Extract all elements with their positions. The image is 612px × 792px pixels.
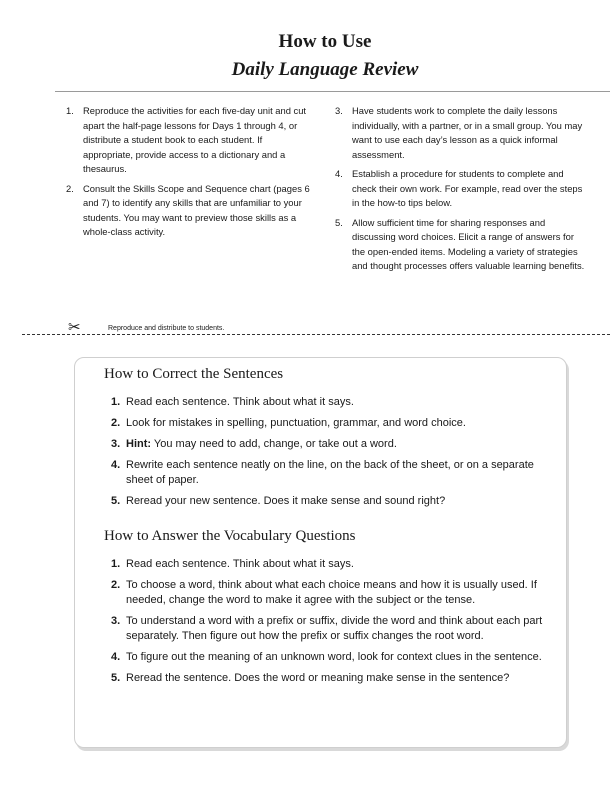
instruction-item	[335, 104, 585, 162]
correct-sentences-heading: How to Correct the Sentences	[104, 366, 284, 382]
step-number: 2.	[111, 579, 121, 591]
cut-line-label	[0, 320, 612, 340]
list-item	[111, 395, 556, 410]
list-item	[111, 437, 556, 452]
list-item	[111, 650, 556, 665]
step-number: 1.	[111, 396, 121, 408]
instructions-left-column	[66, 104, 314, 245]
item-number: 3.	[335, 105, 343, 116]
page-title: How to Use	[278, 31, 372, 52]
list-item	[111, 416, 556, 431]
scissors-icon: ✂	[68, 319, 81, 336]
list-item	[111, 614, 556, 644]
page-subtitle: Daily Language Review	[231, 59, 419, 80]
list-item	[111, 557, 556, 572]
item-text: Establish a procedure for students to complete and check their own work. For example, read over the steps in the how-to tips below.	[352, 168, 583, 208]
step-text: Look for mistakes in spelling, punctuation, grammar, and word choice.	[126, 417, 466, 429]
step-text: Read each sentence. Think about what it says.	[126, 396, 354, 408]
list-item	[111, 671, 556, 686]
step-text: You may need to add, change, or take out a word.	[153, 438, 397, 450]
step-number: 4.	[111, 459, 121, 471]
title-divider	[55, 91, 610, 92]
step-number: 3.	[111, 615, 121, 627]
step-text: To figure out the meaning of an unknown word, look for context clues in the sentence.	[126, 651, 542, 663]
item-text: Have students work to complete the daily lessons individually, with a partner, or in a small group. You may want to use each day’s lesson as a quick informal assessment.	[352, 105, 583, 160]
item-text: Consult the Skills Scope and Sequence chart (pages 6 and 7) to identify any skills that are unfamiliar to your students. You may want to preview those skills as a whole-class activity.	[83, 182, 310, 237]
item-number: 2.	[66, 182, 74, 194]
step-text: To choose a word, think about what each choice means and how it is usually used. If needed, change the word to make it agree with the subject or the tense.	[126, 579, 537, 606]
instruction-item	[335, 167, 585, 211]
list-item	[111, 458, 556, 488]
item-number: 5.	[335, 216, 343, 228]
hint-label: Hint:	[126, 438, 152, 450]
item-number: 1.	[66, 105, 74, 116]
cut-line-note: Reproduce and distribute to students.	[108, 325, 225, 332]
item-text: Reproduce the activities for each five-day unit and cut apart the half-page lessons for Days 1 through 4, or distribute a student book to each student. If appropriate, provide access to a dictionary and a thesaurus.	[83, 105, 307, 174]
step-text: Read each sentence. Think about what it says.	[126, 558, 354, 570]
step-number: 5.	[111, 495, 121, 507]
list-item	[111, 578, 556, 608]
vocabulary-heading: How to Answer the Vocabulary Questions	[104, 528, 356, 544]
instruction-item	[66, 104, 314, 177]
step-text: Reread your new sentence. Does it make sense and sound right?	[126, 495, 446, 507]
correct-sentences-steps	[111, 395, 556, 515]
instruction-item	[66, 182, 314, 240]
step-number: 4.	[111, 651, 121, 663]
step-text: Rewrite each sentence neatly on the line, on the back of the sheet, or on a separate sheet of paper.	[126, 459, 534, 486]
instruction-item	[335, 216, 585, 274]
step-number: 2.	[111, 417, 121, 429]
step-number: 1.	[111, 558, 121, 570]
step-number: 5.	[111, 672, 121, 684]
list-item	[111, 494, 556, 509]
vocabulary-steps	[111, 557, 556, 692]
step-text: To understand a word with a prefix or suffix, divide the word and think about each part separately. Then figure out how the prefix or suffix changes the root word.	[126, 615, 543, 642]
item-number: 4.	[335, 168, 343, 179]
step-number: 3.	[111, 438, 121, 450]
instructions-right-column	[335, 104, 585, 279]
cut-dashed-line	[22, 334, 610, 335]
item-text: Allow sufficient time for sharing responses and discussing word choices. Elicit a range of answers for the open-ended items. Modeling a variety of strategies and thought processes offers valuable learning benefits.	[352, 216, 585, 271]
step-text: Reread the sentence. Does the word or meaning make sense in the sentence?	[126, 672, 510, 684]
